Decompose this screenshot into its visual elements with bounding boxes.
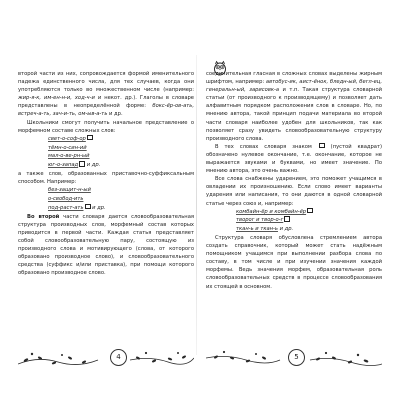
null-ending-box bbox=[284, 216, 290, 222]
null-ending-box bbox=[87, 135, 93, 141]
left-para-1-prefix: второй bbox=[18, 71, 38, 77]
left-footer bbox=[18, 346, 194, 372]
compound-examples bbox=[18, 135, 194, 170]
right-para-2 bbox=[206, 143, 382, 175]
left-page bbox=[18, 70, 194, 338]
prefix-example: под-раст-ать и др. bbox=[48, 204, 106, 211]
compound-example: мал-о-ве-рн-ый bbox=[48, 153, 90, 160]
left-para-1-examples: жир-я-к, им-ен-н-и, ход-ч-и bbox=[18, 95, 95, 102]
page-number: 4 bbox=[110, 349, 127, 366]
right-para-1-examples: автобус-ик, аист-ёнок, бледн-ый, бегл-ец, генеральн-ый, зарисовк-а bbox=[206, 79, 382, 94]
left-para-1 bbox=[18, 70, 194, 119]
left-para-4-text: части словаря дается словообразовательная структура производных слов, морфемный состав которых приводится в первой части. Каждая статья представляет собой словообразовательную пару, состоящую из производного слова и мотивирующего (слова, от которого образовано производное слово), и словообразовательного средства (суффикс и/или приставка), при помощи которого образовано производное слово. bbox=[18, 213, 194, 277]
left-para-1-verbs: бокс-ёр-ов-ать, встреч-а-ть, зач-и-ть, ом-ыв-а-ть bbox=[18, 103, 194, 118]
left-para-4 bbox=[18, 213, 194, 278]
variant-example: комбайн-ёр и комбайн-ёр bbox=[236, 208, 382, 217]
right-page bbox=[206, 70, 382, 338]
prefix-example: о-свобод-ить bbox=[48, 195, 84, 202]
left-para-3: а также слов, образованных приставочно-суффиксальным способом. Например: bbox=[18, 170, 194, 186]
compound-example: свет-о-соф-ор bbox=[48, 135, 194, 144]
floral-vine-ornament bbox=[18, 346, 194, 372]
right-footer bbox=[206, 346, 382, 372]
variant-example: творог и твор-о-г bbox=[236, 216, 382, 225]
book-gutter bbox=[196, 55, 197, 355]
null-ending-box bbox=[85, 204, 91, 210]
page-number: 5 bbox=[288, 349, 305, 366]
right-para-3: Все слова снабжены ударением, это поможет учащимся в овладении их произношению. Если слово имеет варианты ударения или написания, то они даются в одной словарной статье через союз и, например: bbox=[206, 176, 382, 207]
right-para-2-text: (пустой квадрат) обозначено нулевое окончание, т.е. окончание, которое не выражается звуками и буквами, но имеет значение. По мнению автора, это очень важно. bbox=[206, 143, 382, 175]
left-para-4-bold: Во второй bbox=[27, 213, 60, 220]
left-para-1-end: и некот. др.). Глаголы в словаре представлены в неопределённой форме: bbox=[18, 95, 194, 110]
variant-example: ткан-ь и ткан-ь и др. bbox=[236, 226, 294, 233]
right-para-1-text: соединительная гласная в сложных словах выделены жирным шрифтом, например: bbox=[206, 71, 382, 86]
right-para-2-start: В тех словах словаря знаком bbox=[215, 143, 318, 150]
null-ending-box bbox=[79, 161, 85, 167]
compound-example: юг-о-запад и др. bbox=[48, 162, 101, 169]
variant-examples bbox=[206, 208, 382, 234]
prefix-examples bbox=[18, 186, 194, 212]
null-ending-box bbox=[307, 208, 313, 214]
right-para-1 bbox=[206, 70, 382, 143]
prefix-example: без-защит-н-ый bbox=[48, 187, 91, 194]
left-para-1-tail: и др. bbox=[107, 111, 123, 118]
left-para-2: Школьники смогут получить начальное представление о морфемном составе сложных слов: bbox=[18, 119, 194, 134]
compound-example: тёмн-о-син-ий bbox=[48, 144, 87, 151]
right-para-4: Структура словаря обусловлена стремлением автора создать справочник, который может стать надёжным помощником учащимся при выполнении разбора слова по составу, в том числе и при изучении значения каждой морфемы. Ведь значения морфем, образовательная роль словообразовательных средств в процессе словообразования их стоящей в основном. bbox=[206, 234, 382, 290]
left-para-1-text: части из них, сопровождается формой именительного падежа единственного числа, для тех случаев, когда они употребляются только во множественном числе (например: bbox=[18, 71, 194, 94]
right-para-1-rest: и т.п. Такая структура словарной статьи (от производного к производящему) и позволяет дать алфавитным порядком расположения слов в словаре. Но, по мнению автора, такой принцип подачи материала во второй части словаря наиболее удобен для школьников, так как позволяет сразу увидеть словообразовательную структуру производного слова. bbox=[206, 87, 382, 142]
